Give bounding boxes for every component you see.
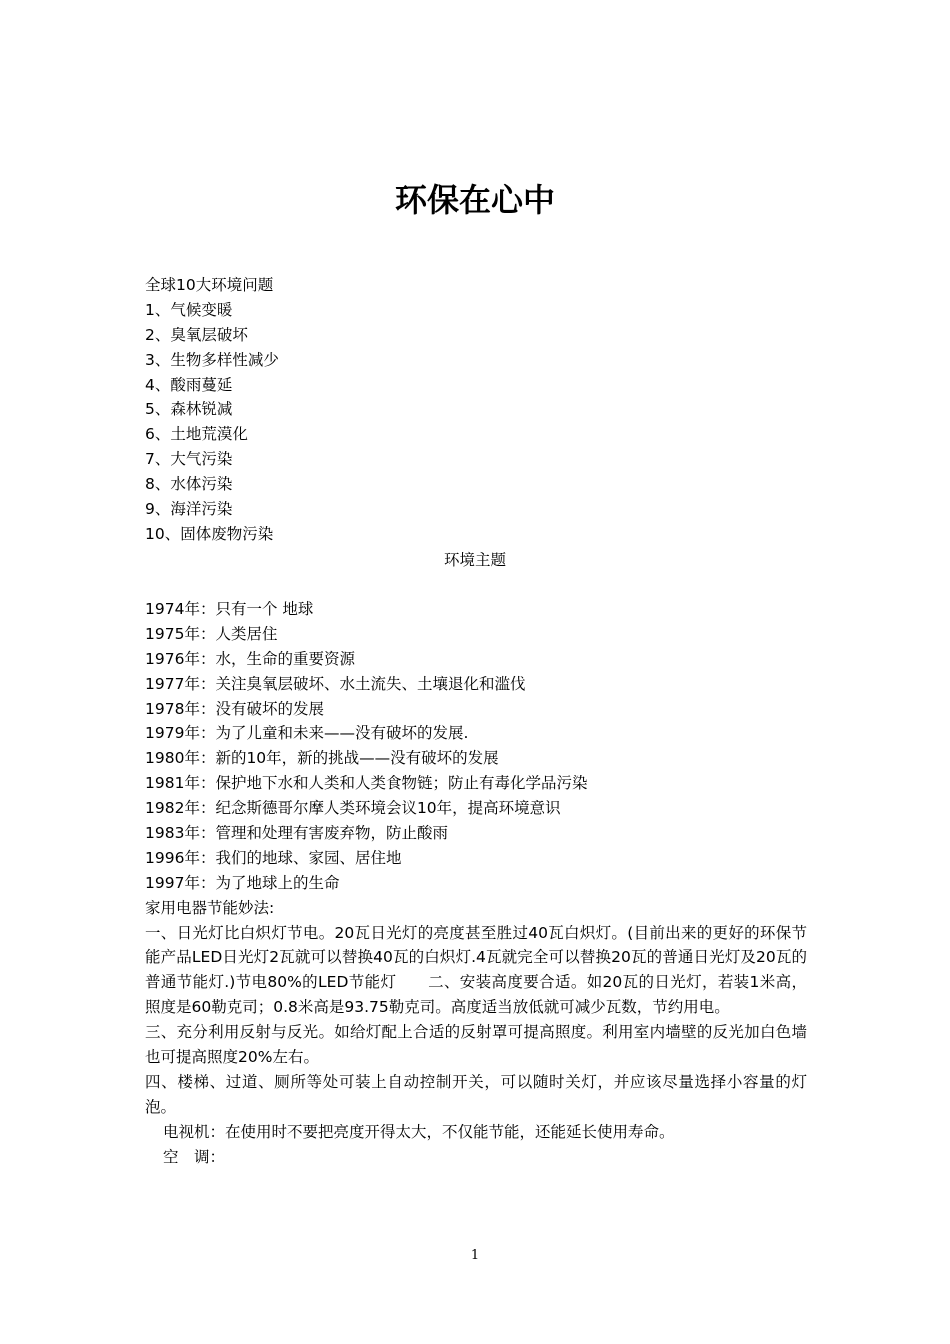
list-item: 1975年：人类居住 (145, 624, 278, 643)
list-item: 1974年：只有一个 地球 (145, 600, 314, 618)
tip-paragraph: 三、充分利用反射与反光。如给灯配上合适的反射罩可提高照度。利用室内墙壁的反光加白色墙也可提高照度20%左右。 (145, 1023, 807, 1067)
list-item: 1981年：保护地下水和人类和人类食物链；防止有毒化学品污染 (145, 774, 588, 793)
list-item: 1982年：纪念斯德哥尔摩人类环境会议10年，提高环境意识 (145, 799, 561, 818)
list-item: 1978年：没有破坏的发展 (145, 699, 324, 718)
page-number: 1 (470, 1248, 480, 1263)
list-item: 10、固体废物污染 (145, 524, 274, 543)
issues-section (145, 273, 807, 547)
list-item: 4、酸雨蔓延 (145, 375, 233, 394)
issues-heading: 全球10大环境问题 (145, 276, 274, 294)
list-item: 1、气候变暖 (145, 300, 233, 319)
themes-heading: 环境主题 (443, 551, 506, 569)
list-item: 1997年：为了地球上的生命 (145, 873, 340, 892)
list-item: 1983年：管理和处理有害废弃物，防止酸雨 (145, 824, 448, 843)
tip-paragraph: 四、楼梯、过道、厕所等处可装上自动控制开关，可以随时关灯，并应该尽量选择小容量的灯泡。 (145, 1073, 807, 1116)
ac-heading: 空 调： (163, 1147, 226, 1166)
tv-tip: 电视机：在使用时不要把亮度开得太大，不仅能节能，还能延长使用寿命。 (163, 1122, 675, 1141)
themes-section (145, 597, 807, 1170)
list-item: 1977年：关注臭氧层破坏、水土流失、土壤退化和滥伐 (145, 674, 526, 693)
tips-heading: 家用电器节能妙法: (145, 898, 275, 917)
list-item: 7、大气污染 (145, 450, 233, 469)
list-item: 1979年：为了儿童和未来——没有破坏的发展. (145, 724, 469, 743)
list-item: 2、臭氧层破坏 (145, 325, 248, 344)
list-item: 9、海洋污染 (145, 500, 233, 519)
list-item: 8、水体污染 (145, 475, 233, 494)
tip-paragraph: 一、日光灯比白炽灯节电。20瓦日光灯的亮度甚至胜过40瓦白炽灯。(目前出来的更好的环保节能产品LED日光灯2瓦就可以替换40瓦的白炽灯.4瓦就完全可以替换20瓦的普通日光灯及20瓦的普通节能灯.)节电80%的LED节能灯 二、安装高度要合适。如20瓦的日光灯，若装1米高，照度是60勒克司；0.8米高是93.75勒克司。高度适当放低就可减少瓦数，节约用电。 (145, 923, 807, 1017)
list-item: 6、土地荒漠化 (145, 425, 248, 444)
list-item: 1976年：水，生命的重要资源 (145, 649, 355, 668)
list-item: 1980年：新的10年，新的挑战——没有破坏的发展 (145, 749, 499, 768)
list-item: 5、森林锐减 (145, 400, 233, 419)
page-title: 环保在心中 (394, 181, 555, 219)
list-item: 1996年：我们的地球、家园、居住地 (145, 848, 402, 867)
list-item: 3、生物多样性减少 (145, 350, 279, 369)
